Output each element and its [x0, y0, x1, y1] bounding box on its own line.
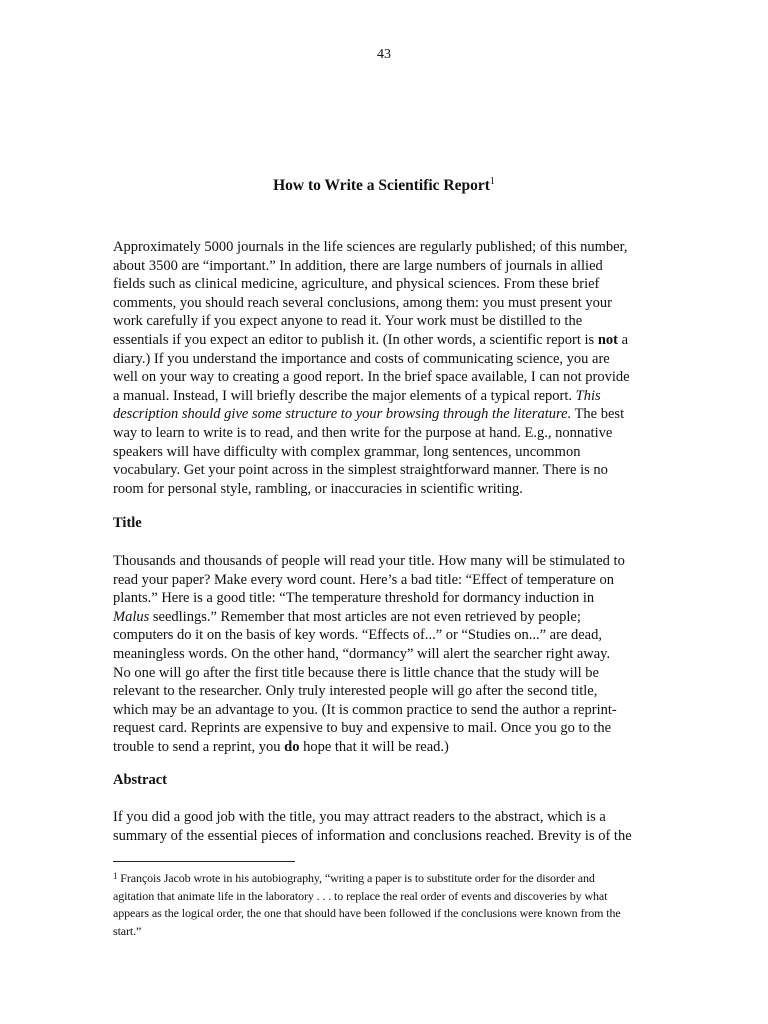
- abstract-paragraph: [113, 808, 658, 845]
- text-line: Thousands and thousands of people will read your title. How many will be stimulated to: [113, 553, 625, 569]
- italic-emphasis: Malus: [113, 608, 150, 625]
- text-line: plants.” Here is a good title: “The temperature threshold for dormancy induction in: [113, 590, 595, 607]
- title-text: How to Write a Scientific Report: [273, 177, 490, 194]
- text-line: summary of the essential pieces of information and conclusions reached. Brevity is of the: [113, 827, 632, 844]
- text-line: room for personal style, rambling, or inaccuracies in scientific writing.: [113, 480, 523, 497]
- text-run: The best: [571, 406, 625, 423]
- text-line: Approximately 5000 journals in the life sciences are regularly published; of this number,: [113, 239, 628, 255]
- text-run: a manual. Instead, I will briefly describe the major elements of a typical report.: [113, 387, 576, 404]
- text-line: work carefully if you expect anyone to read it. Your work must be distilled to the: [113, 313, 583, 330]
- text-run: hope that it will be read.): [299, 738, 449, 755]
- text-line: [113, 608, 658, 627]
- italic-emphasis: description should give some structure to your browsing through the literature.: [113, 406, 572, 423]
- text-line: way to learn to write is to read, and then write for the purpose at hand. E.g., nonnative: [113, 424, 613, 441]
- text-line: agitation that animate life in the laboratory . . . to replace the real order of events and discoveries by what: [113, 888, 608, 903]
- bold-emphasis: not: [597, 331, 618, 348]
- text-line: vocabulary. Get your point across in the simplest straightforward manner. There is no: [113, 462, 608, 479]
- text-line: read your paper? Make every word count. Here’s a bad title: “Effect of temperature on: [113, 571, 614, 588]
- document-title: [0, 176, 768, 195]
- intro-paragraph: [113, 238, 658, 498]
- text-run: a: [617, 331, 629, 348]
- text-line: [113, 405, 658, 424]
- section-heading-title: Title: [113, 515, 142, 531]
- text-line: well on your way to creating a good report. In the brief space available, I can not provide: [113, 369, 630, 386]
- text-line: diary.) If you understand the importance and costs of communicating science, you are: [113, 350, 610, 367]
- text-run: François Jacob wrote in his autobiography, “writing a paper is to substitute order for the disorder and: [117, 871, 595, 885]
- text-run: seedlings.” Remember that most articles are not even retrieved by people;: [149, 608, 581, 625]
- page-number: 43: [377, 47, 391, 62]
- text-line: If you did a good job with the title, you may attract readers to the abstract, which is a: [113, 809, 606, 825]
- text-run: essentials if you expect an editor to publish it. (In other words, a scientific report is: [113, 331, 598, 348]
- text-line: [113, 868, 658, 888]
- italic-emphasis: This: [575, 387, 601, 404]
- text-line: appears as the logical order, the one that should have been followed if the conclusions were known from the: [113, 906, 621, 920]
- text-line: comments, you should reach several conclusions, among them: you must present your: [113, 294, 612, 311]
- text-line: meaningless words. On the other hand, “dormancy” will alert the searcher right away.: [113, 645, 611, 662]
- text-line: start.”: [113, 923, 142, 938]
- text-line: relevant to the researcher. Only truly interested people will go after the second title,: [113, 683, 598, 700]
- text-line: fields such as clinical medicine, agriculture, and physical sciences. From these brief: [113, 276, 600, 293]
- footnote: [113, 868, 658, 940]
- text-line: about 3500 are “important.” In addition, there are large numbers of journals in allied: [113, 257, 603, 274]
- text-line: No one will go after the first title because there is little chance that the study will be: [113, 664, 599, 681]
- title-section-paragraph: [113, 552, 658, 757]
- text-line: [113, 331, 658, 350]
- text-line: request card. Reprints are expensive to buy and expensive to mail. Once you go to the: [113, 720, 612, 737]
- footnote-divider: [113, 861, 295, 862]
- text-line: [113, 738, 658, 757]
- text-run: trouble to send a reprint, you: [113, 738, 285, 755]
- text-line: [113, 387, 658, 406]
- text-line: computers do it on the basis of key words. “Effects of...” or “Studies on...” are dead,: [113, 627, 602, 644]
- text-line: which may be an advantage to you. (It is common practice to send the author a reprint-: [113, 701, 617, 718]
- title-footnote-marker: 1: [489, 176, 495, 187]
- footnote-marker: 1: [113, 871, 118, 881]
- bold-emphasis: do: [284, 738, 300, 755]
- section-heading-abstract: Abstract: [113, 772, 167, 788]
- text-line: speakers will have difficulty with complex grammar, long sentences, uncommon: [113, 443, 581, 460]
